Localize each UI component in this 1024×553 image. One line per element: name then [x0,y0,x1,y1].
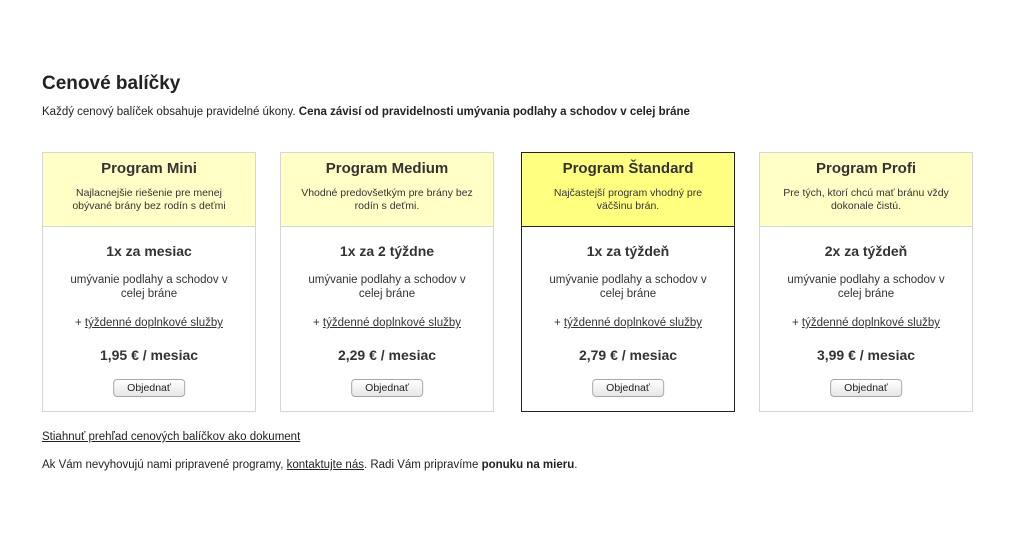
package-header [522,153,734,227]
package-service: umývanie podlahy a schodov v celej bráne [549,274,707,300]
note-middle: . Radi Vám pripravíme [363,459,482,471]
intro-bold: Cena závisí od pravidelnosti umývania podlahy a schodov v celej bráne [298,106,690,118]
package-description: Pre tých, ktorí chcú mať bránu vždy dokonale čistú. [783,187,949,212]
order-button[interactable]: Objednať [113,379,185,397]
note-end: . [574,459,578,471]
extra-services-link[interactable]: týždenné doplnkové služby [801,317,940,329]
extra-prefix: + [312,317,323,329]
package-name: Program Mini [101,160,197,177]
package-description: Najčastejší program vhodný pre väčšinu brán. [553,187,703,212]
package-name: Program Štandard [562,160,694,177]
package-frequency: 1x za mesiac [106,243,192,259]
order-button[interactable]: Objednať [592,379,664,397]
footer-note [42,459,577,471]
contact-link[interactable]: kontaktujte nás [286,459,364,471]
package-price: 2,79 € / mesiac [578,347,678,363]
package-extra [760,317,972,329]
page-title: Cenové balíčky [42,73,181,94]
package-card-profi [759,152,973,412]
package-frequency: 1x za 2 týždne [339,243,435,259]
package-card-standard [521,152,735,412]
package-extra [281,317,493,329]
intro-text [42,106,690,118]
package-price: 3,99 € / mesiac [816,347,916,363]
note-bold: ponuku na mieru [481,459,575,471]
package-price: 2,29 € / mesiac [337,347,437,363]
order-button[interactable]: Objednať [351,379,423,397]
package-service: umývanie podlahy a schodov v celej bráne [308,274,466,300]
package-description: Vhodné predovšetkým pre brány bez rodín s deťmi. [301,187,473,212]
package-frequency: 2x za týždeň [824,243,908,259]
package-card-mini [42,152,256,412]
package-description: Najlacnejšie riešenie pre menej obývané brány bez rodín s deťmi [72,187,226,212]
package-header [760,153,972,227]
package-service: umývanie podlahy a schodov v celej bráne [787,274,945,300]
package-service: umývanie podlahy a schodov v celej bráne [70,274,228,300]
note-before: Ak Vám nevyhovujú nami pripravené programy, [42,459,287,471]
package-header [281,153,493,227]
extra-services-link[interactable]: týždenné doplnkové služby [84,317,223,329]
extra-services-link[interactable]: týždenné doplnkové služby [563,317,702,329]
extra-prefix: + [74,317,85,329]
package-name: Program Medium [325,160,449,177]
download-pricing-link[interactable]: Stiahnuť prehľad cenových balíčkov ako dokument [42,431,301,443]
extra-services-link[interactable]: týždenné doplnkové služby [322,317,461,329]
order-button[interactable]: Objednať [830,379,902,397]
package-frequency: 1x za týždeň [586,243,670,259]
package-price: 1,95 € / mesiac [99,347,199,363]
extra-prefix: + [791,317,802,329]
package-cards [42,152,974,414]
extra-prefix: + [553,317,564,329]
intro-plain: Každý cenový balíček obsahuje pravidelné úkony. [42,106,299,118]
package-name: Program Profi [815,160,917,177]
package-extra [43,317,255,329]
package-extra [522,317,734,329]
package-header [43,153,255,227]
package-card-medium [280,152,494,412]
